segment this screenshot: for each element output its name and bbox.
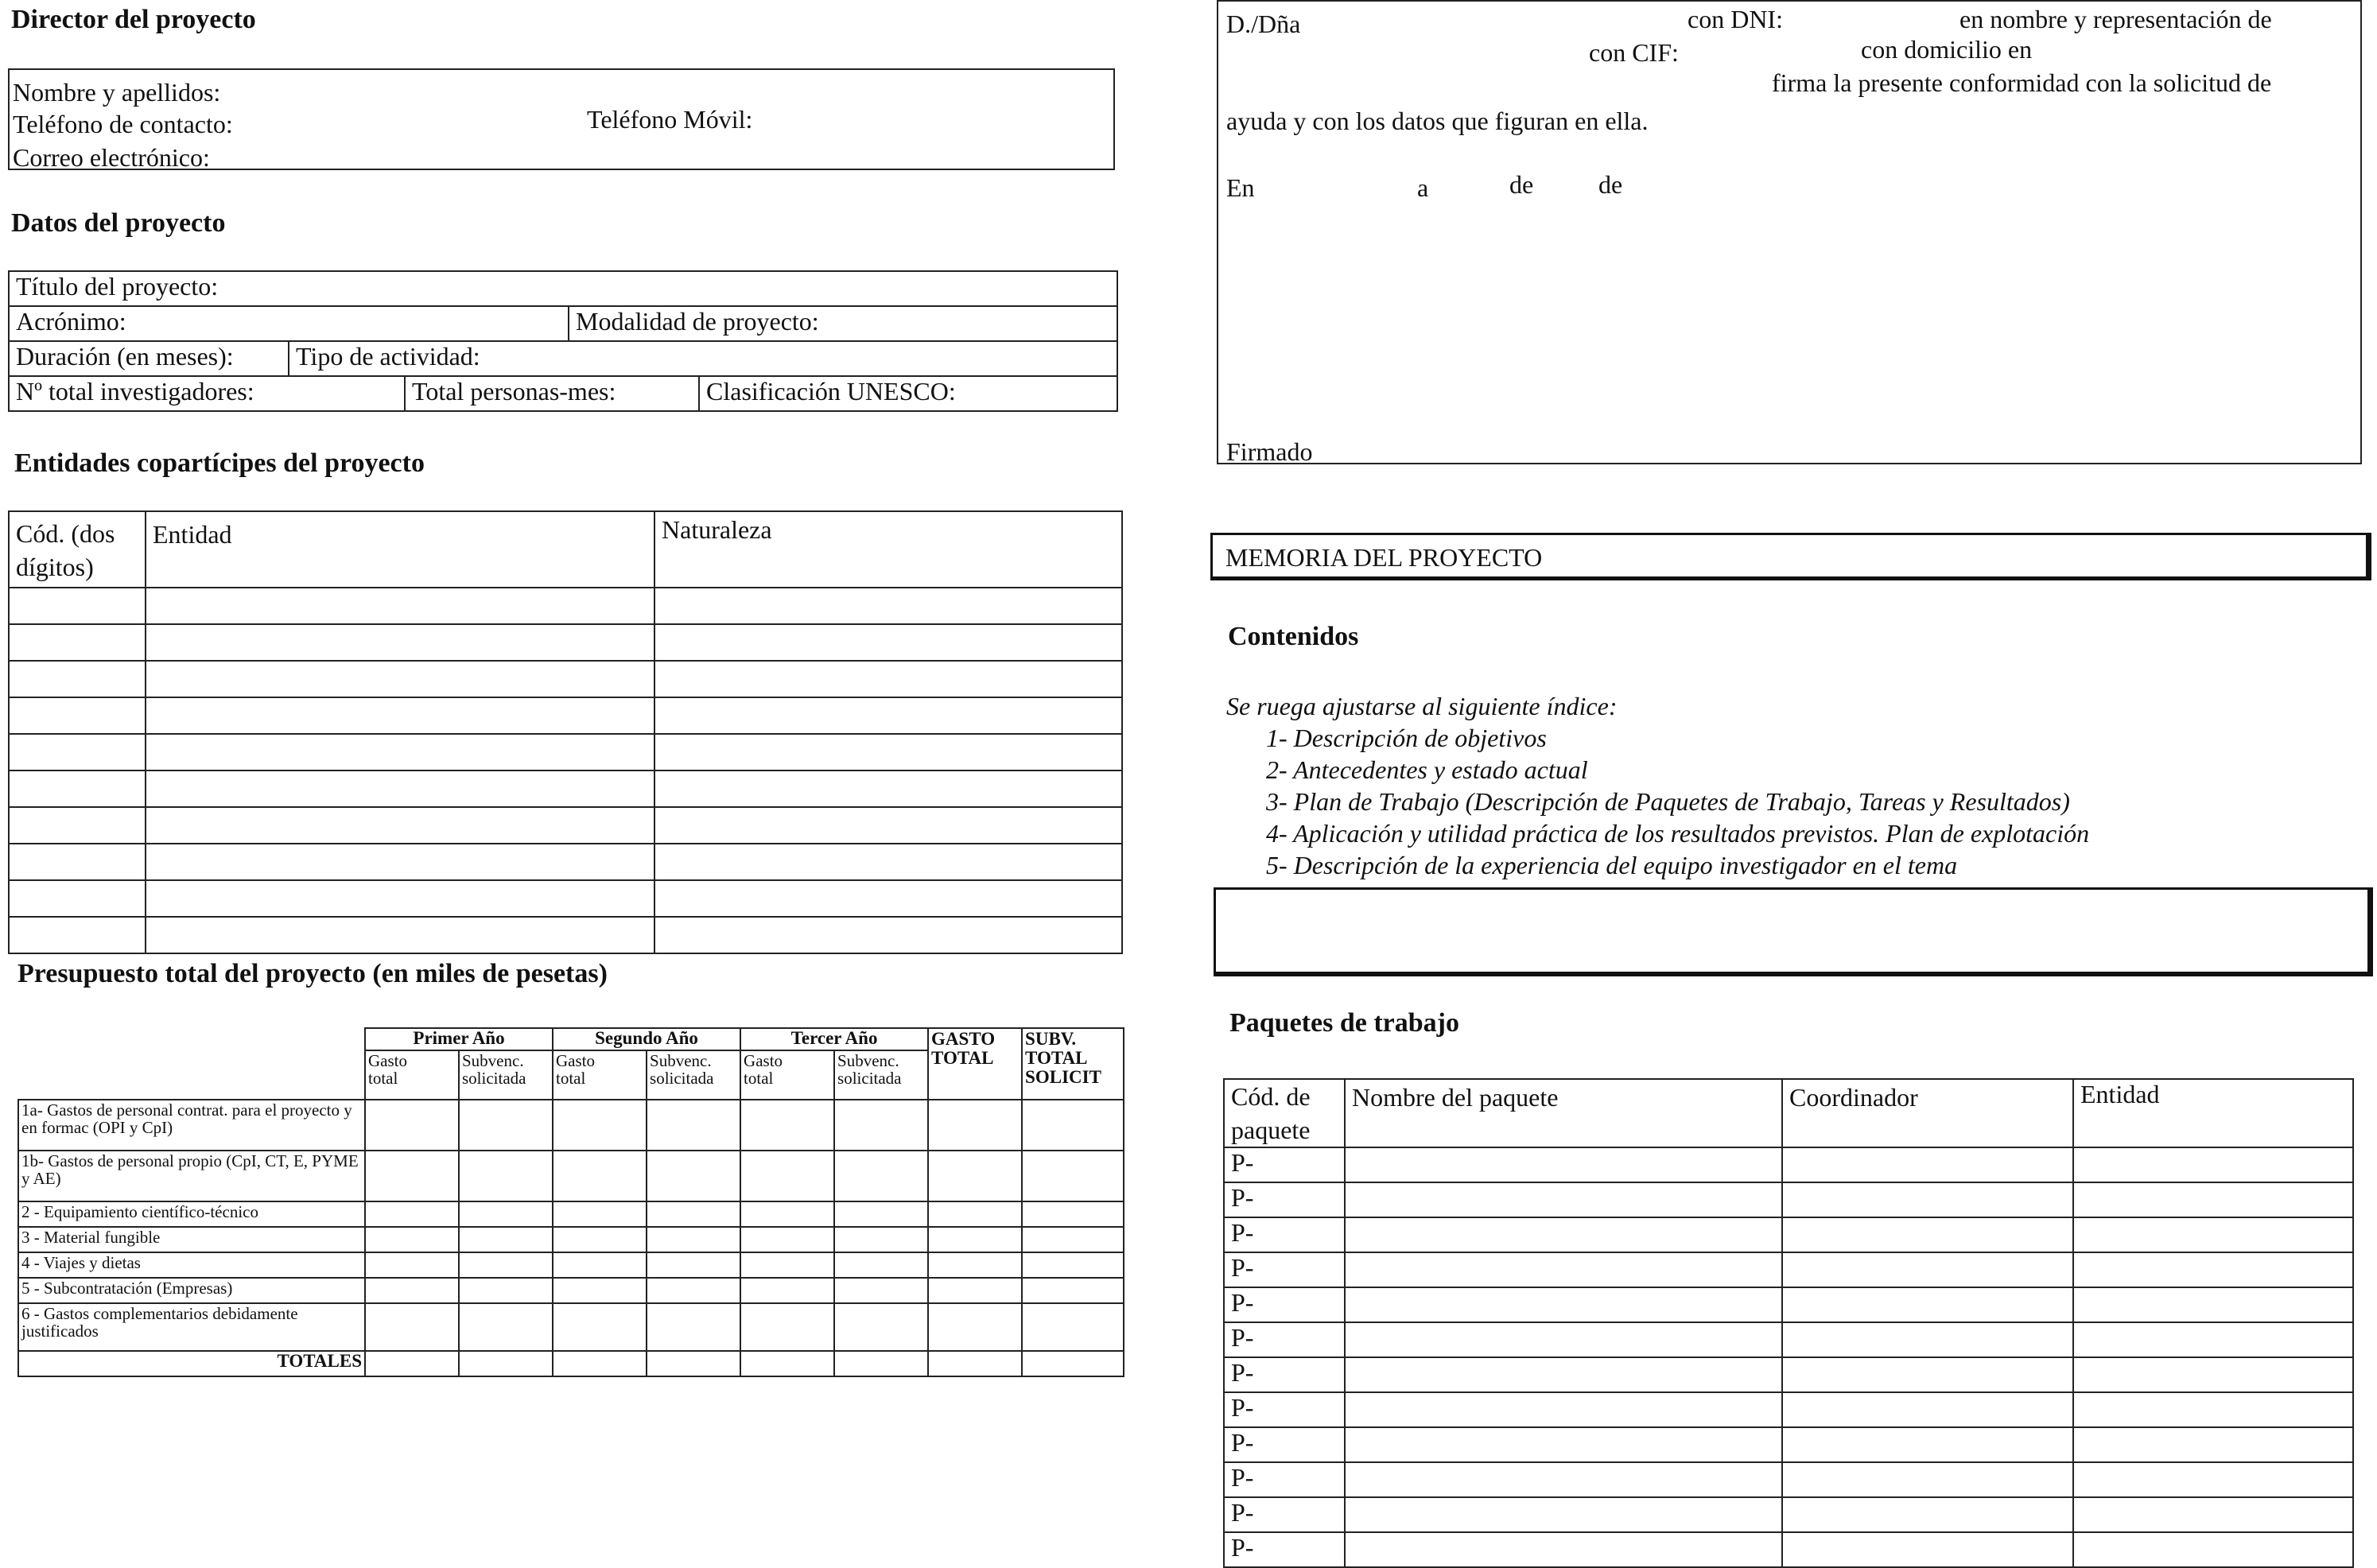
paquetes-col-cod-1: Cód. de <box>1231 1082 1311 1111</box>
table-row <box>9 770 1122 807</box>
budget-cell[interactable] <box>1022 1303 1124 1351</box>
director-box <box>8 68 1115 170</box>
budget-cell[interactable] <box>834 1201 928 1227</box>
paquete-coordinador-cell[interactable] <box>1782 1357 2073 1392</box>
budget-cell[interactable] <box>740 1100 834 1151</box>
table-row <box>9 734 1122 770</box>
entidad-nombre-cell[interactable] <box>146 844 654 880</box>
budget-cell[interactable] <box>928 1252 1022 1278</box>
entidad-cod-cell[interactable] <box>9 917 146 953</box>
subv-total-header <box>1022 1028 1124 1100</box>
budget-row-label: 4 - Viajes y dietas <box>18 1252 365 1278</box>
paquete-nombre-cell[interactable] <box>1345 1497 1782 1532</box>
datos-table <box>8 270 1118 412</box>
presupuesto-heading: Presupuesto total del proyecto (en miles de pesetas) <box>17 959 608 988</box>
paquete-cod-cell[interactable]: P- <box>1224 1357 1345 1392</box>
totales-label: TOTALES <box>18 1351 365 1376</box>
budget-cell[interactable] <box>459 1303 553 1351</box>
budget-cell[interactable] <box>647 1303 740 1351</box>
entidad-naturaleza-cell[interactable] <box>654 624 1122 661</box>
entidad-naturaleza-cell[interactable] <box>654 880 1122 917</box>
paquete-nombre-cell[interactable] <box>1345 1217 1782 1252</box>
budget-cell[interactable] <box>928 1100 1022 1151</box>
paquete-nombre-cell[interactable] <box>1345 1462 1782 1497</box>
paquete-nombre-cell[interactable] <box>1345 1427 1782 1462</box>
table-row <box>18 1252 1124 1278</box>
budget-cell[interactable] <box>1022 1151 1124 1201</box>
table-row <box>9 624 1122 661</box>
presupuesto-table <box>17 1027 1124 1377</box>
indice-intro: Se ruega ajustarse al siguiente índice: <box>1226 692 1618 720</box>
entidad-nombre-cell[interactable] <box>146 917 654 953</box>
table-row <box>9 844 1122 880</box>
budget-cell[interactable] <box>740 1151 834 1201</box>
cif-label: con CIF: <box>1589 38 1679 67</box>
entidad-nombre-cell[interactable] <box>146 588 654 624</box>
budget-cell[interactable] <box>365 1227 459 1252</box>
budget-cell[interactable] <box>834 1227 928 1252</box>
table-row <box>9 917 1122 953</box>
ayuda-line: ayuda y con los datos que figuran en ella. <box>1226 107 1649 135</box>
budget-cell[interactable] <box>365 1278 459 1303</box>
paquete-entidad-cell[interactable] <box>2073 1322 2353 1357</box>
budget-cell[interactable] <box>740 1303 834 1351</box>
paquete-entidad-cell[interactable] <box>2073 1182 2353 1217</box>
entidad-cod-cell[interactable] <box>9 697 146 734</box>
entidad-cod-cell[interactable] <box>9 661 146 697</box>
budget-cell[interactable] <box>647 1278 740 1303</box>
budget-row-label: 5 - Subcontratación (Empresas) <box>18 1278 365 1303</box>
entidad-nombre-cell[interactable] <box>146 734 654 770</box>
firma-line: firma la presente conformidad con la solicitud de <box>1772 68 2272 97</box>
table-row <box>1224 1287 2353 1322</box>
budget-cell[interactable] <box>553 1151 647 1201</box>
paquete-cod-cell[interactable]: P- <box>1224 1252 1345 1287</box>
budget-cell[interactable] <box>928 1227 1022 1252</box>
entidad-nombre-cell[interactable] <box>146 807 654 844</box>
paquetes-col-entidad: Entidad <box>2073 1079 2353 1147</box>
tercer-ano-header: Tercer Año <box>740 1028 928 1050</box>
paquete-entidad-cell[interactable] <box>2073 1217 2353 1252</box>
budget-cell[interactable] <box>459 1100 553 1151</box>
budget-cell[interactable] <box>1022 1252 1124 1278</box>
budget-cell[interactable] <box>647 1100 740 1151</box>
entidad-cod-cell[interactable] <box>9 770 146 807</box>
memoria-text-box[interactable] <box>1214 887 2373 976</box>
paquetes-table <box>1223 1078 2354 1568</box>
budget-cell[interactable] <box>740 1278 834 1303</box>
gasto-total-subheader: Gasto total <box>553 1050 647 1100</box>
budget-cell[interactable] <box>834 1252 928 1278</box>
entidad-cod-cell[interactable] <box>9 807 146 844</box>
segundo-ano-header: Segundo Año <box>553 1028 740 1050</box>
budget-cell[interactable] <box>740 1201 834 1227</box>
paquete-coordinador-cell[interactable] <box>1782 1322 2073 1357</box>
paquetes-heading: Paquetes de trabajo <box>1229 1008 1459 1038</box>
budget-cell[interactable] <box>834 1351 928 1376</box>
entidades-col-cod <box>9 511 146 588</box>
paquete-coordinador-cell[interactable] <box>1782 1392 2073 1427</box>
table-row <box>9 880 1122 917</box>
paquetes-col-cod <box>1224 1079 1345 1147</box>
subvencion-subheader: Subvenc. solicitada <box>647 1050 740 1100</box>
paquete-cod-cell[interactable]: P- <box>1224 1287 1345 1322</box>
indice-item: 3- Plan de Trabajo (Descripción de Paquetes de Trabajo, Tareas y Resultados) <box>1266 787 2070 816</box>
entidades-col-entidad: Entidad <box>146 511 654 588</box>
indice-item: 4- Aplicación y utilidad práctica de los resultados previstos. Plan de explotación <box>1266 819 2090 848</box>
budget-cell[interactable] <box>365 1303 459 1351</box>
paquetes-col-cod-2: paquete <box>1231 1116 1311 1144</box>
budget-cell[interactable] <box>553 1227 647 1252</box>
budget-cell[interactable] <box>553 1201 647 1227</box>
acronimo-cell: Acrónimo: <box>9 306 569 341</box>
movil-label: Teléfono Móvil: <box>587 105 753 134</box>
table-row <box>18 1278 1124 1303</box>
paquete-coordinador-cell[interactable] <box>1782 1147 2073 1182</box>
paquete-entidad-cell[interactable] <box>2073 1427 2353 1462</box>
indice-item: 1- Descripción de objetivos <box>1266 724 1547 752</box>
paquete-entidad-cell[interactable] <box>2073 1287 2353 1322</box>
budget-cell[interactable] <box>928 1201 1022 1227</box>
entidad-nombre-cell[interactable] <box>146 770 654 807</box>
budget-row-label: 2 - Equipamiento científico-técnico <box>18 1201 365 1227</box>
paquete-entidad-cell[interactable] <box>2073 1532 2353 1567</box>
paquete-entidad-cell[interactable] <box>2073 1357 2353 1392</box>
budget-cell[interactable] <box>553 1351 647 1376</box>
entidad-nombre-cell[interactable] <box>146 697 654 734</box>
paquete-coordinador-cell[interactable] <box>1782 1462 2073 1497</box>
table-row <box>1224 1182 2353 1217</box>
paquete-entidad-cell[interactable] <box>2073 1252 2353 1287</box>
a-label: a <box>1417 173 1429 202</box>
paquete-coordinador-cell[interactable] <box>1782 1182 2073 1217</box>
nombre-label: Nombre y apellidos: <box>13 78 221 107</box>
table-row <box>9 807 1122 844</box>
entidades-col-cod-2: dígitos) <box>16 553 94 581</box>
entidad-naturaleza-cell[interactable] <box>654 734 1122 770</box>
entidades-col-naturaleza: Naturaleza <box>654 511 1122 588</box>
entidad-cod-cell[interactable] <box>9 734 146 770</box>
paquete-cod-cell[interactable]: P- <box>1224 1392 1345 1427</box>
gasto-total-header-2: TOTAL <box>931 1048 994 1068</box>
paquete-coordinador-cell[interactable] <box>1782 1287 2073 1322</box>
budget-row-label: 6 - Gastos complementarios debidamente justificados <box>18 1303 365 1351</box>
paquete-nombre-cell[interactable] <box>1345 1392 1782 1427</box>
correo-label: Correo electrónico: <box>13 143 210 172</box>
table-row <box>1224 1392 2353 1427</box>
firmado-label: Firmado <box>1226 437 1313 466</box>
table-row <box>1224 1427 2353 1462</box>
entidad-cod-cell[interactable] <box>9 880 146 917</box>
budget-cell[interactable] <box>553 1100 647 1151</box>
duracion-cell: Duración (en meses): <box>9 341 289 376</box>
budget-cell[interactable] <box>1022 1227 1124 1252</box>
budget-cell[interactable] <box>928 1303 1022 1351</box>
conformidad-box <box>1217 0 2362 464</box>
datos-heading: Datos del proyecto <box>11 208 226 238</box>
table-row <box>1224 1252 2353 1287</box>
budget-cell[interactable] <box>834 1100 928 1151</box>
modalidad-cell: Modalidad de proyecto: <box>569 306 1117 341</box>
budget-cell[interactable] <box>553 1303 647 1351</box>
paquete-entidad-cell[interactable] <box>2073 1462 2353 1497</box>
budget-cell[interactable] <box>740 1252 834 1278</box>
table-row <box>1224 1357 2353 1392</box>
paquete-cod-cell[interactable]: P- <box>1224 1322 1345 1357</box>
table-row <box>1224 1217 2353 1252</box>
budget-cell[interactable] <box>647 1151 740 1201</box>
budget-row-label: 1b- Gastos de personal propio (CpI, CT, E, PYME y AE) <box>18 1151 365 1201</box>
paquete-cod-cell[interactable]: P- <box>1224 1182 1345 1217</box>
paquete-nombre-cell[interactable] <box>1345 1147 1782 1182</box>
budget-cell[interactable] <box>834 1278 928 1303</box>
budget-row-label: 3 - Material fungible <box>18 1227 365 1252</box>
table-row <box>9 697 1122 734</box>
table-row <box>18 1100 1124 1151</box>
paquete-cod-cell[interactable]: P- <box>1224 1532 1345 1567</box>
paquete-entidad-cell[interactable] <box>2073 1147 2353 1182</box>
de-label-1: de <box>1509 170 1534 199</box>
paquete-cod-cell[interactable]: P- <box>1224 1217 1345 1252</box>
subv-total-header-1: SUBV. <box>1025 1029 1077 1049</box>
table-row <box>18 1227 1124 1252</box>
subvencion-subheader: Subvenc. solicitada <box>459 1050 553 1100</box>
entidades-table <box>8 510 1123 954</box>
budget-cell[interactable] <box>928 1278 1022 1303</box>
tipo-cell: Tipo de actividad: <box>289 341 1117 376</box>
paquete-nombre-cell[interactable] <box>1345 1182 1782 1217</box>
paquete-cod-cell[interactable]: P- <box>1224 1497 1345 1532</box>
budget-cell[interactable] <box>459 1151 553 1201</box>
unesco-cell: Clasificación UNESCO: <box>699 376 1117 411</box>
gasto-total-header-1: GASTO <box>931 1029 996 1049</box>
paquete-entidad-cell[interactable] <box>2073 1392 2353 1427</box>
totales-row <box>18 1351 1124 1376</box>
budget-cell[interactable] <box>459 1227 553 1252</box>
entidad-naturaleza-cell[interactable] <box>654 917 1122 953</box>
entidad-naturaleza-cell[interactable] <box>654 844 1122 880</box>
budget-cell[interactable] <box>928 1151 1022 1201</box>
memoria-title: MEMORIA DEL PROYECTO <box>1225 543 1543 572</box>
entidades-heading: Entidades copartícipes del proyecto <box>14 448 425 478</box>
budget-cell[interactable] <box>928 1351 1022 1376</box>
paquetes-col-nombre: Nombre del paquete <box>1345 1079 1782 1147</box>
paquete-coordinador-cell[interactable] <box>1782 1427 2073 1462</box>
budget-cell[interactable] <box>459 1252 553 1278</box>
table-row <box>9 588 1122 624</box>
budget-cell[interactable] <box>459 1278 553 1303</box>
entidad-nombre-cell[interactable] <box>146 661 654 697</box>
budget-cell[interactable] <box>834 1303 928 1351</box>
dna-label: D./Dña <box>1226 10 1301 38</box>
budget-cell[interactable] <box>740 1227 834 1252</box>
budget-cell[interactable] <box>1022 1201 1124 1227</box>
paquete-cod-cell[interactable]: P- <box>1224 1427 1345 1462</box>
budget-cell[interactable] <box>647 1227 740 1252</box>
paquete-nombre-cell[interactable] <box>1345 1357 1782 1392</box>
telefono-label: Teléfono de contacto: <box>13 110 233 138</box>
indice-item: 2- Antecedentes y estado actual <box>1266 755 1588 784</box>
budget-cell[interactable] <box>365 1201 459 1227</box>
table-row <box>1224 1322 2353 1357</box>
budget-cell[interactable] <box>365 1151 459 1201</box>
budget-cell[interactable] <box>365 1252 459 1278</box>
budget-cell[interactable] <box>459 1201 553 1227</box>
memoria-title-box <box>1210 533 2371 580</box>
paquete-coordinador-cell[interactable] <box>1782 1252 2073 1287</box>
entidad-naturaleza-cell[interactable] <box>654 697 1122 734</box>
paquete-nombre-cell[interactable] <box>1345 1532 1782 1567</box>
budget-cell[interactable] <box>553 1278 647 1303</box>
entidad-cod-cell[interactable] <box>9 588 146 624</box>
gasto-total-header <box>928 1028 1022 1100</box>
entidades-col-cod-1: Cód. (dos <box>16 519 115 548</box>
paquete-nombre-cell[interactable] <box>1345 1287 1782 1322</box>
budget-cell[interactable] <box>365 1351 459 1376</box>
entidad-cod-cell[interactable] <box>9 844 146 880</box>
primer-ano-header: Primer Año <box>365 1028 553 1050</box>
paquete-cod-cell[interactable]: P- <box>1224 1147 1345 1182</box>
en-label: En <box>1226 173 1255 202</box>
paquete-nombre-cell[interactable] <box>1345 1322 1782 1357</box>
table-row <box>18 1201 1124 1227</box>
entidad-cod-cell[interactable] <box>9 624 146 661</box>
table-row <box>1224 1147 2353 1182</box>
domicilio-label: con domicilio en <box>1861 35 2033 64</box>
contenidos-heading: Contenidos <box>1228 622 1359 651</box>
budget-cell[interactable] <box>1022 1351 1124 1376</box>
dni-label: con DNI: <box>1688 5 1783 33</box>
paquete-entidad-cell[interactable] <box>2073 1497 2353 1532</box>
budget-cell[interactable] <box>1022 1100 1124 1151</box>
subv-total-header-3: SOLICIT <box>1025 1067 1101 1087</box>
entidad-naturaleza-cell[interactable] <box>654 661 1122 697</box>
paquetes-col-coordinador: Coordinador <box>1782 1079 2073 1147</box>
personas-mes-cell: Total personas-mes: <box>405 376 699 411</box>
subv-total-header-2: TOTAL <box>1025 1048 1088 1068</box>
paquete-coordinador-cell[interactable] <box>1782 1217 2073 1252</box>
budget-cell[interactable] <box>834 1151 928 1201</box>
gasto-total-subheader: Gasto total <box>740 1050 834 1100</box>
subvencion-subheader: Subvenc. solicitada <box>834 1050 928 1100</box>
entidad-nombre-cell[interactable] <box>146 880 654 917</box>
entidad-naturaleza-cell[interactable] <box>654 807 1122 844</box>
director-heading: Director del proyecto <box>11 5 256 34</box>
paquete-coordinador-cell[interactable] <box>1782 1497 2073 1532</box>
budget-row-label: 1a- Gastos de personal contrat. para el proyecto y en formac (OPI y CpI) <box>18 1100 365 1151</box>
table-row <box>1224 1532 2353 1567</box>
budget-cell[interactable] <box>647 1201 740 1227</box>
budget-cell[interactable] <box>1022 1278 1124 1303</box>
representacion-label: en nombre y representación de <box>1959 5 2272 33</box>
table-row <box>18 1303 1124 1351</box>
budget-cell[interactable] <box>740 1351 834 1376</box>
paquete-coordinador-cell[interactable] <box>1782 1532 2073 1567</box>
paquete-nombre-cell[interactable] <box>1345 1252 1782 1287</box>
budget-cell[interactable] <box>553 1252 647 1278</box>
investigadores-cell: Nº total investigadores: <box>9 376 405 411</box>
gasto-total-subheader: Gasto total <box>365 1050 459 1100</box>
indice-item: 5- Descripción de la experiencia del equipo investigador en el tema <box>1266 851 1958 879</box>
paquete-cod-cell[interactable]: P- <box>1224 1462 1345 1497</box>
budget-cell[interactable] <box>647 1351 740 1376</box>
table-row <box>1224 1462 2353 1497</box>
table-row <box>18 1151 1124 1201</box>
table-row <box>9 661 1122 697</box>
table-row <box>1224 1497 2353 1532</box>
budget-cell[interactable] <box>365 1100 459 1151</box>
de-label-2: de <box>1598 170 1623 199</box>
entidad-nombre-cell[interactable] <box>146 624 654 661</box>
entidad-naturaleza-cell[interactable] <box>654 770 1122 807</box>
budget-cell[interactable] <box>647 1252 740 1278</box>
budget-cell[interactable] <box>459 1351 553 1376</box>
entidad-naturaleza-cell[interactable] <box>654 588 1122 624</box>
titulo-cell: Título del proyecto: <box>9 271 1117 306</box>
